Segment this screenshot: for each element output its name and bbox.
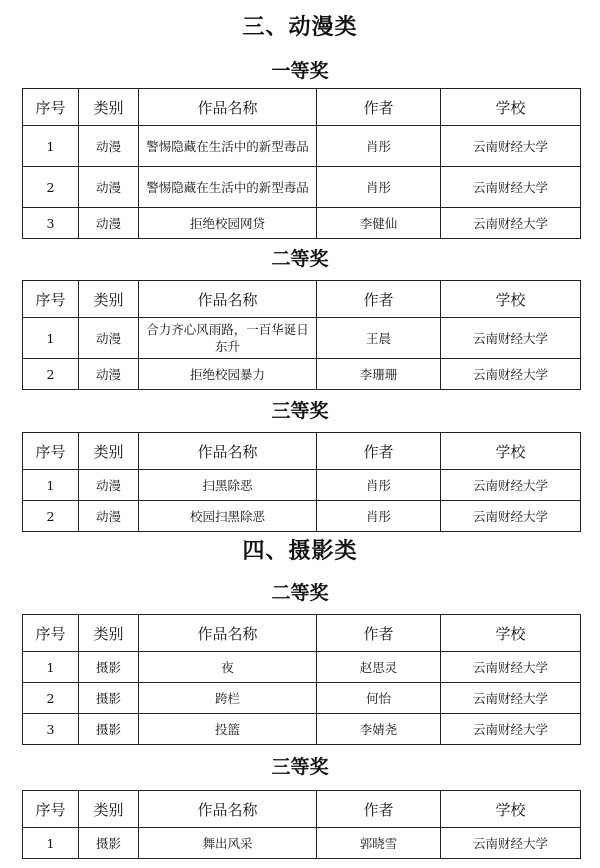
- table-row: [23, 501, 581, 532]
- cell-no: 2: [23, 167, 79, 208]
- prize-title-second: 二等奖: [271, 582, 329, 604]
- cell-author: 李婧尧: [317, 714, 441, 745]
- cell-work-title: 校园扫黑除恶: [139, 501, 317, 532]
- header-no: 序号: [23, 89, 79, 126]
- header-school: 学校: [441, 89, 581, 126]
- cell-work-title: 警惕隐藏在生活中的新型毒品: [139, 167, 317, 208]
- cell-author: 李珊珊: [317, 359, 441, 390]
- cell-no: 3: [23, 208, 79, 239]
- table-row: [23, 828, 581, 859]
- cell-work-title: 扫黑除恶: [139, 470, 317, 501]
- cell-author: 肖彤: [317, 167, 441, 208]
- cell-work-title: 夜: [139, 652, 317, 683]
- table-header-row: [23, 615, 581, 652]
- table-row: [23, 126, 581, 167]
- cell-category: 动漫: [79, 501, 139, 532]
- cell-category: 动漫: [79, 167, 139, 208]
- header-work-title: 作品名称: [139, 433, 317, 470]
- cell-category: 动漫: [79, 470, 139, 501]
- cell-work-title: 跨栏: [139, 683, 317, 714]
- cell-no: 3: [23, 714, 79, 745]
- cell-category: 摄影: [79, 683, 139, 714]
- section-title-photography: 四、摄影类: [242, 539, 358, 564]
- header-category: 类别: [79, 791, 139, 828]
- award-table-photo-second: [22, 614, 581, 745]
- cell-author: 肖彤: [317, 126, 441, 167]
- header-author: 作者: [317, 615, 441, 652]
- cell-category: 动漫: [79, 318, 139, 359]
- table-row: [23, 208, 581, 239]
- prize-title-third: 三等奖: [271, 400, 329, 422]
- header-school: 学校: [441, 791, 581, 828]
- award-table-animation-first: [22, 88, 581, 239]
- prize-title-third: 三等奖: [271, 756, 329, 778]
- table-row: [23, 359, 581, 390]
- cell-no: 1: [23, 126, 79, 167]
- cell-no: 1: [23, 470, 79, 501]
- header-work-title: 作品名称: [139, 89, 317, 126]
- cell-no: 2: [23, 683, 79, 714]
- header-work-title: 作品名称: [139, 791, 317, 828]
- table-header-row: [23, 791, 581, 828]
- cell-category: 动漫: [79, 208, 139, 239]
- header-no: 序号: [23, 615, 79, 652]
- table-header-row: [23, 281, 581, 318]
- prize-title-second: 二等奖: [271, 248, 329, 270]
- cell-category: 动漫: [79, 126, 139, 167]
- header-author: 作者: [317, 791, 441, 828]
- cell-no: 2: [23, 359, 79, 390]
- cell-author: 何怡: [317, 683, 441, 714]
- header-work-title: 作品名称: [139, 615, 317, 652]
- header-category: 类别: [79, 433, 139, 470]
- cell-school: 云南财经大学: [441, 714, 581, 745]
- cell-author: 李健仙: [317, 208, 441, 239]
- award-table-animation-third: [22, 432, 581, 532]
- header-author: 作者: [317, 281, 441, 318]
- award-table-photo-third: [22, 790, 581, 859]
- cell-work-title: 拒绝校园暴力: [139, 359, 317, 390]
- section-title-animation: 三、动漫类: [242, 15, 358, 40]
- cell-school: 云南财经大学: [441, 359, 581, 390]
- header-school: 学校: [441, 433, 581, 470]
- header-no: 序号: [23, 433, 79, 470]
- header-school: 学校: [441, 281, 581, 318]
- cell-category: 摄影: [79, 652, 139, 683]
- award-table-animation-second: [22, 280, 581, 390]
- cell-school: 云南财经大学: [441, 652, 581, 683]
- cell-work-title: 警惕隐藏在生活中的新型毒品: [139, 126, 317, 167]
- header-author: 作者: [317, 433, 441, 470]
- table-header-row: [23, 433, 581, 470]
- header-author: 作者: [317, 89, 441, 126]
- table-row: [23, 652, 581, 683]
- header-category: 类别: [79, 615, 139, 652]
- cell-no: 1: [23, 828, 79, 859]
- cell-school: 云南财经大学: [441, 208, 581, 239]
- cell-no: 2: [23, 501, 79, 532]
- cell-school: 云南财经大学: [441, 501, 581, 532]
- cell-work-title: 投篮: [139, 714, 317, 745]
- cell-category: 动漫: [79, 359, 139, 390]
- table-row: [23, 714, 581, 745]
- cell-school: 云南财经大学: [441, 470, 581, 501]
- header-work-title: 作品名称: [139, 281, 317, 318]
- cell-school: 云南财经大学: [441, 318, 581, 359]
- cell-work-title: 拒绝校园网贷: [139, 208, 317, 239]
- cell-work-title: 合力齐心风雨路，一百华诞日东升: [139, 318, 317, 359]
- prize-title-first: 一等奖: [271, 60, 329, 82]
- header-no: 序号: [23, 281, 79, 318]
- cell-school: 云南财经大学: [441, 167, 581, 208]
- cell-author: 赵思灵: [317, 652, 441, 683]
- cell-no: 1: [23, 652, 79, 683]
- cell-school: 云南财经大学: [441, 828, 581, 859]
- table-row: [23, 318, 581, 359]
- header-no: 序号: [23, 791, 79, 828]
- cell-work-title: 舞出风采: [139, 828, 317, 859]
- cell-author: 郭晓雪: [317, 828, 441, 859]
- table-row: [23, 470, 581, 501]
- cell-category: 摄影: [79, 714, 139, 745]
- cell-school: 云南财经大学: [441, 126, 581, 167]
- cell-no: 1: [23, 318, 79, 359]
- header-school: 学校: [441, 615, 581, 652]
- table-row: [23, 683, 581, 714]
- cell-category: 摄影: [79, 828, 139, 859]
- header-category: 类别: [79, 89, 139, 126]
- cell-school: 云南财经大学: [441, 683, 581, 714]
- table-header-row: [23, 89, 581, 126]
- header-category: 类别: [79, 281, 139, 318]
- cell-author: 肖彤: [317, 470, 441, 501]
- cell-author: 王晨: [317, 318, 441, 359]
- cell-author: 肖彤: [317, 501, 441, 532]
- table-row: [23, 167, 581, 208]
